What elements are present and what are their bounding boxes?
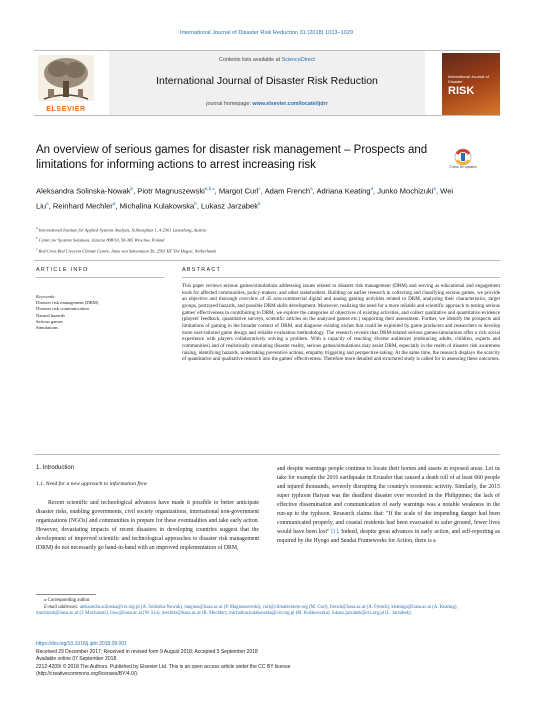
author-affiliation-marker[interactable]: a,b,⁎	[204, 186, 215, 191]
body-text-right-column	[277, 465, 500, 546]
abstract-heading: ABSTRACT	[182, 267, 222, 273]
keywords-label: Keywords:	[36, 294, 56, 299]
author-name: Junko Mochizuki	[377, 186, 434, 196]
available-online: Available online 07 September 2018	[36, 656, 117, 663]
license-text: 2212-4209/ © 2018 The Authors. Published by Elsevier Ltd. This is an open access article under the CC BY license	[36, 663, 291, 670]
author-affiliation-marker[interactable]: a	[112, 200, 116, 206]
affiliation-text: International Institute for Applied Systems Analysis, Schlossplatz 1, A-2361 Laxenburg, Austria	[37, 227, 207, 233]
cover-small-text: International Journal of Disaster	[448, 74, 489, 84]
keyword: Simulations	[36, 325, 58, 331]
affiliation-text: Centre for Systems Solutions, Jaracza 808/10, 50-305 Wroclaw, Poland	[37, 237, 165, 243]
author-affiliation-marker[interactable]: b	[258, 200, 261, 206]
keyword: Disaster risk communication	[36, 306, 89, 312]
journal-title: International Journal of Disaster Risk Reduction	[156, 75, 378, 87]
contents-line	[109, 57, 425, 63]
affiliation-line	[36, 245, 466, 255]
author-affiliation-marker[interactable]: a	[310, 186, 313, 191]
article-metadata	[36, 641, 500, 679]
divider	[182, 277, 500, 278]
author-name: Adam French	[264, 186, 311, 196]
divider	[34, 454, 500, 455]
journal-cover-thumbnail	[442, 53, 500, 115]
homepage-prefix: journal homepage:	[206, 101, 253, 107]
elsevier-wordmark: ELSEVIER	[46, 106, 86, 113]
author-affiliation-marker[interactable]: a	[370, 186, 374, 191]
author-separator: ,	[214, 186, 219, 196]
homepage-line	[109, 101, 425, 107]
body-text: . Indeed, despite great advances in early action, and self-reporting as required by the Hyogo and Sendai Frameworks for Action, there is a	[277, 528, 500, 544]
affiliations	[36, 224, 466, 255]
article-title: An overview of serious games for disaster risk management – Prospects and limitations for informing actions to arrest increasing risk	[36, 144, 428, 171]
journal-info-panel	[109, 51, 425, 115]
author-affiliation-marker[interactable]: b	[194, 200, 197, 206]
author-separator: ,	[373, 186, 378, 196]
author-separator: ,	[435, 186, 441, 196]
affiliation-line	[36, 224, 466, 234]
affiliation-marker: b	[36, 236, 38, 241]
sciencedirect-link[interactable]: ScienceDirect	[281, 57, 315, 63]
author-affiliation-marker[interactable]: a	[433, 186, 436, 191]
keyword: Serious games	[36, 318, 63, 324]
author-separator: ,	[48, 201, 53, 211]
introduction-subheading: 1.1. Need for a new approach to information flow	[36, 481, 148, 487]
keywords-block	[36, 294, 156, 331]
cover-big-text: RISK	[448, 85, 475, 97]
author-separator: ,	[260, 186, 265, 196]
doi-link[interactable]: https://doi.org/10.1016/j.ijdrr.2018.09.001	[36, 641, 127, 647]
footnotes	[36, 598, 500, 618]
citation-link[interactable]: [1]	[331, 528, 338, 535]
article-info-heading: ARTICLE INFO	[36, 267, 89, 273]
divider	[34, 260, 500, 261]
affiliation-line	[36, 234, 466, 244]
author-name: Lukasz Jarzabek	[201, 201, 259, 211]
received-dates: Received 29 December 2017; Received in revised form 9 August 2018; Accepted 3 September 2018	[36, 648, 258, 655]
author-name: Piotr Magnuszewski	[137, 186, 205, 196]
author-separator: ,	[133, 186, 138, 196]
journal-citation[interactable]: International Journal of Disaster Risk Reduction 31 (2018) 1013–1029	[179, 30, 354, 36]
license-url[interactable]: (http://creativecommons.org/licenses/BY/4.0/).	[36, 671, 139, 678]
body-text-left-column: Recent scientific and technological advances have made it possible to better anticipate disaster risks, enabling governments, civil society organizations, international non-government organizations (NGOs) and communities to prepare for these eventualities and take early action. However, devastating impacts of recent disasters in developing countries suggest that the development of improved scientific and technological approaches to disaster risk management (DRM) do not necessarily go hand-in-hand with an improved implementation of DRM,	[36, 500, 259, 551]
keyword: Disaster risk management (DRM)	[36, 300, 99, 306]
author-name: Margot Curl	[218, 186, 259, 196]
footnote-divider	[36, 594, 96, 595]
journal-header	[34, 50, 500, 116]
homepage-link[interactable]: www.elsevier.com/locate/ijdrr	[252, 101, 328, 107]
author-affiliation-marker[interactable]: c	[258, 186, 261, 191]
author-name: Wei Liu	[36, 186, 454, 211]
author-name: Aleksandra Solinska-Nowak	[36, 186, 131, 196]
affiliation-marker: a	[36, 226, 38, 230]
author-name: Michalina Kulakowska	[119, 201, 195, 211]
abstract-text: This paper reviews serious games/simulations addressing issues related to disaster risk management (DRM) and serving as educational and engagement tools for affected communities, policy-makers, and other stakeholders. Building on earlier research in collecting and classifying serious games, we provide an objective and thorough overview of 45 non-commercial digital and analog gaming activities related to DRM, analyzing their characteristics, target groups, portrayed hazards, and possible DRM skills development. Moreover, realizing the need for a more reliable and scientific approach to testing serious games' effectiveness in contributing to DRM, we explore the categories of objectives of existing activities, and collect qualitative and quantitative evidence (players' feedback, quantitative surveys, scientific articles on the analyzed games etc.) supporting their assessment. Further, we identify the prospects and limitations of gaming in the broader context of DRM, and diagnose existing niches that could be exploited by game producers and researchers to develop more user-tailored game design and reliable evaluation methodology. The research reveals that DRM-related serious games/simulations offer a rich social experience with players collaboratively solving a problem. With a capacity of reaching diverse audiences (embracing adults, children, experts and communities) and of realistically simulating disaster reality, serious games/simulations may assist DRM, especially in the realm of disaster risk awareness raising, identifying hazards, undertaking preventive actions, empathy triggering and perspective-taking. At the same time, the research displays the scarcity of quantitative and qualitative research into the games' effectiveness. Therefore more detailed and structured study is called for in assessing these outcomes.	[182, 283, 500, 363]
body-text: and despite warnings people continue to locate their homes and assets in exposed areas. Let us take for example the 2016 earthquake in Ecuador that caused a death toll of at least 660 people and injured thousands, severely disrupting the country's economic activity. Similarly, the 2015 super typhoon Haiyan was the deadliest disaster ever recorded in the Philippines; the lack of effective dissemination and communication of early warnings was a notable weakness in the run-up to the typhoon. Research claims that: "If the scale of the impending danger had been communicated properly, and coastal residents had been evacuated to safer ground, fewer lives would have been lost"	[277, 466, 500, 535]
divider	[36, 277, 164, 278]
author-list	[36, 183, 466, 212]
email-list[interactable]: aleksandra.solinska@crs.org.pl (A. Solinska-Nowak), magnus@iiasa.ac.at (P. Magnuszewski), curl@climatecentre.org (M. Curl), french@iiasa.ac.at (A. French), keatinga@iiasa.ac.at (A. Keating), mochizuk@iiasa.ac.at (J. Mochizuki), liuw@iiasa.ac.at (W. Liu), mechler@iiasa.ac.at (R. Mechler), michalina.kulakowska@crs.org.pl (M. Kulakowska), lukasz.jarzabek@crs.org.pl (L. Jarzabek).	[36, 604, 458, 617]
author-affiliation-marker[interactable]: b	[130, 186, 134, 191]
author-separator: ,	[312, 186, 317, 196]
affiliation-text: Red Cross Red Crescent Climate Centre, Anna van Saksenlaan 50, 2593 HT The Hague, Netherlands	[37, 248, 217, 254]
author-name: Reinhard Mechler	[52, 201, 113, 211]
author-separator: ,	[115, 201, 120, 211]
email-label: E-mail addresses:	[44, 604, 79, 610]
email-addresses	[36, 605, 500, 618]
contents-prefix: Contents lists available at	[219, 57, 282, 63]
author-separator: ,	[196, 201, 202, 211]
corresponding-author-note: ⁎ Corresponding author.	[44, 598, 91, 603]
affiliation-marker: c	[36, 246, 38, 251]
introduction-heading: 1. Introduction	[36, 465, 75, 471]
keyword: Natural hazards	[36, 312, 65, 318]
author-affiliation-marker[interactable]: a	[46, 200, 49, 206]
check-for-updates-label[interactable]: Check for updates	[449, 165, 477, 169]
author-name: Adriana Keating	[316, 186, 371, 196]
